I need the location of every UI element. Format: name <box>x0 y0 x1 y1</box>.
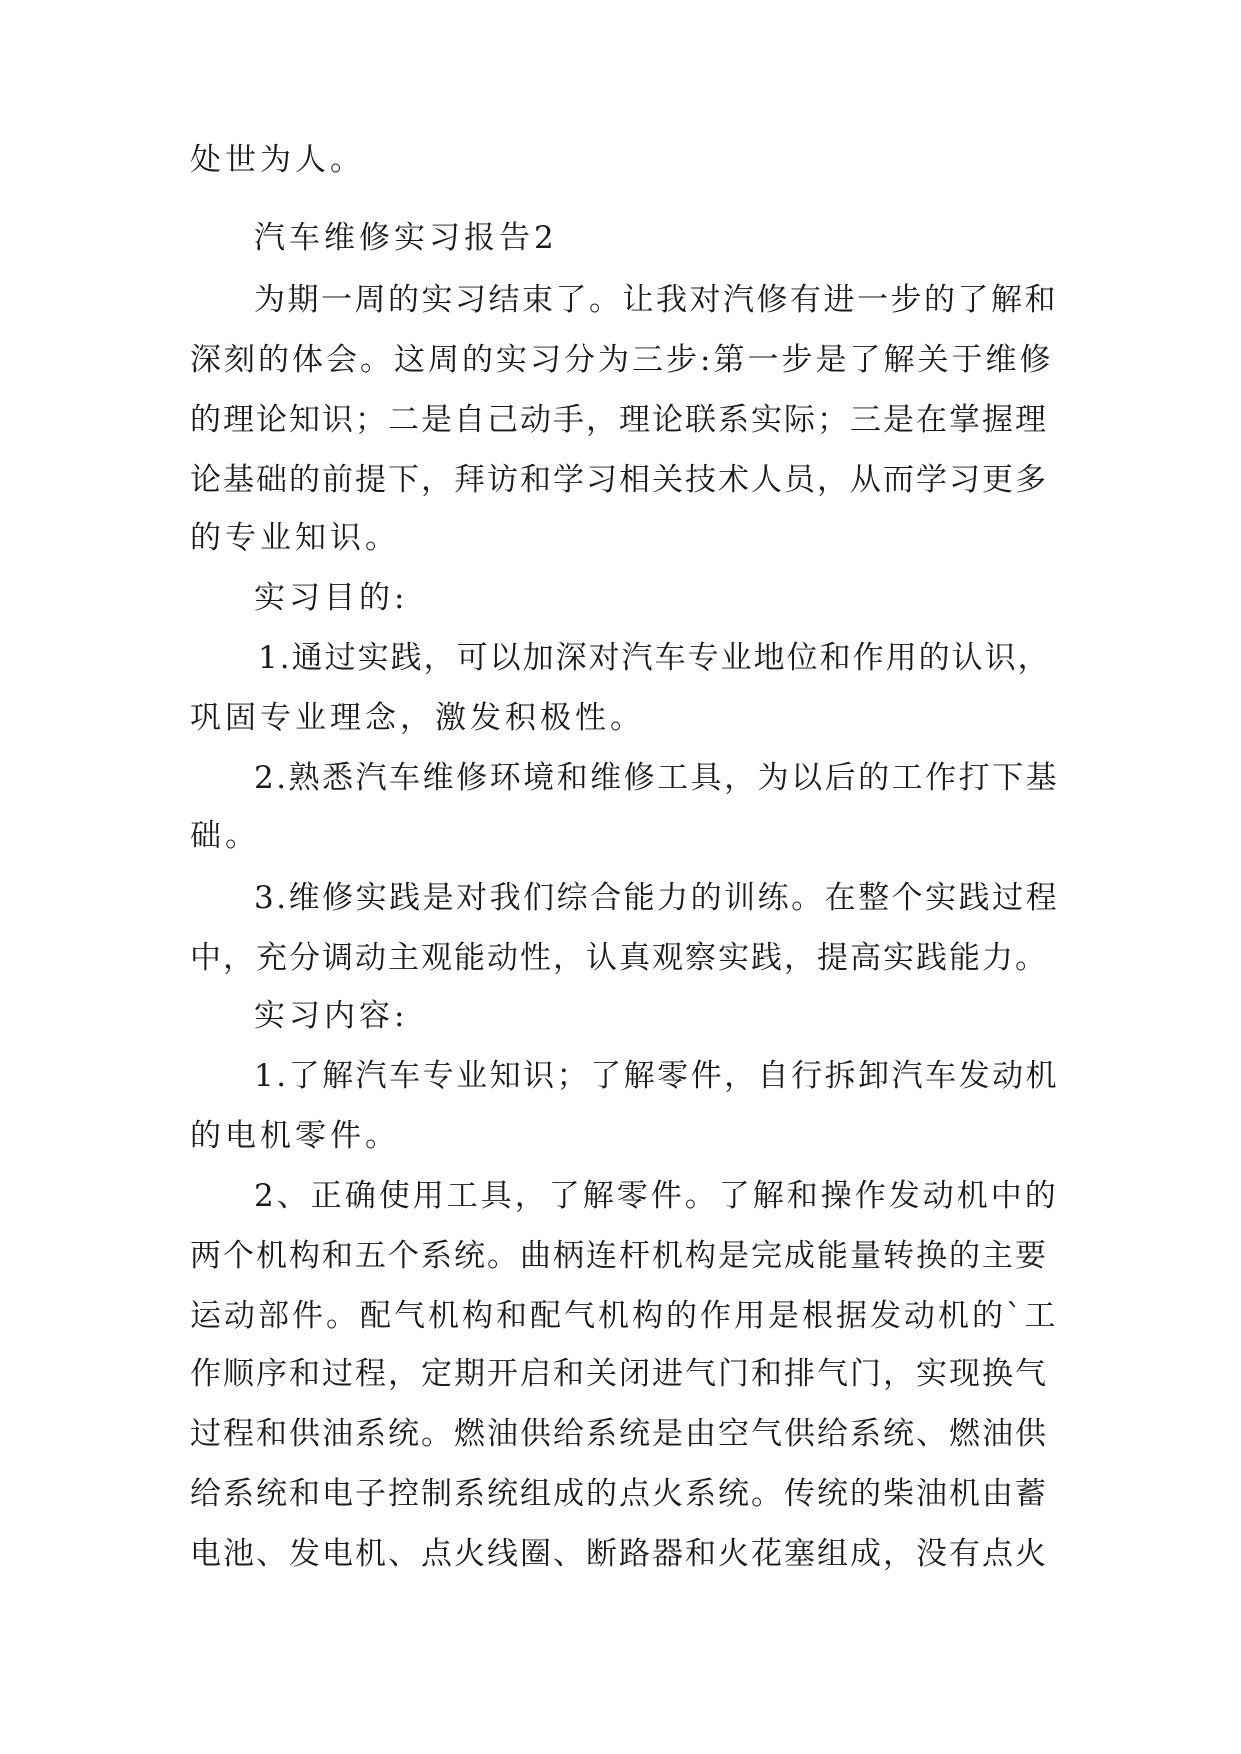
text-line: 处世为人。 <box>190 142 365 178</box>
paragraph-line: 为期一周的实习结束了。让我对汽修有进一步的了解和 <box>254 282 1058 318</box>
paragraph-line: 中，充分调动主观能动性，认真观察实践，提高实践能力。 <box>190 940 1048 976</box>
paragraph-line: 作顺序和过程，定期开启和关闭进气门和排气门，实现换气 <box>190 1356 1048 1392</box>
paragraph-line: 给系统和电子控制系统组成的点火系统。传统的柴油机由蓄 <box>190 1476 1048 1512</box>
paragraph-line: 电池、发电机、点火线圈、断路器和火花塞组成，没有点火 <box>190 1536 1048 1572</box>
paragraph-line: 两个机构和五个系统。曲柄连杆机构是完成能量转换的主要 <box>190 1238 1048 1274</box>
list-item: 1.通过实践，可以加深对汽车专业地位和作用的认识， <box>258 640 1051 676</box>
list-item: 1.了解汽车专业知识；了解零件，自行拆卸汽车发动机 <box>254 1058 1060 1094</box>
list-item: 2、正确使用工具，了解零件。了解和操作发动机中的 <box>254 1178 1059 1214</box>
paragraph-line: 础。 <box>190 818 260 854</box>
paragraph-line: 的理论知识；二是自己动手，理论联系实际；三是在掌握理 <box>190 402 1048 438</box>
subheading: 实习目的: <box>254 580 409 616</box>
list-item: 3.维修实践是对我们综合能力的训练。在整个实践过程 <box>254 880 1060 916</box>
paragraph-line: 的专业知识。 <box>190 520 400 556</box>
section-heading: 汽车维修实习报告2 <box>254 220 558 256</box>
paragraph-line: 的电机零件。 <box>190 1118 400 1154</box>
list-item: 2.熟悉汽车维修环境和维修工具，为以后的工作打下基 <box>254 760 1060 796</box>
paragraph-line: 过程和供油系统。燃油供给系统是由空气供给系统、燃油供 <box>190 1416 1048 1452</box>
paragraph-line: 论基础的前提下，拜访和学习相关技术人员，从而学习更多 <box>190 462 1048 498</box>
paragraph-line: 运动部件。配气机构和配气机构的作用是根据发动机的`工 <box>190 1298 1059 1334</box>
paragraph-line: 深刻的体会。这周的实习分为三步:第一步是了解关于维修 <box>190 342 1054 378</box>
subheading: 实习内容: <box>254 998 409 1034</box>
paragraph-line: 巩固专业理念，激发积极性。 <box>190 700 645 736</box>
